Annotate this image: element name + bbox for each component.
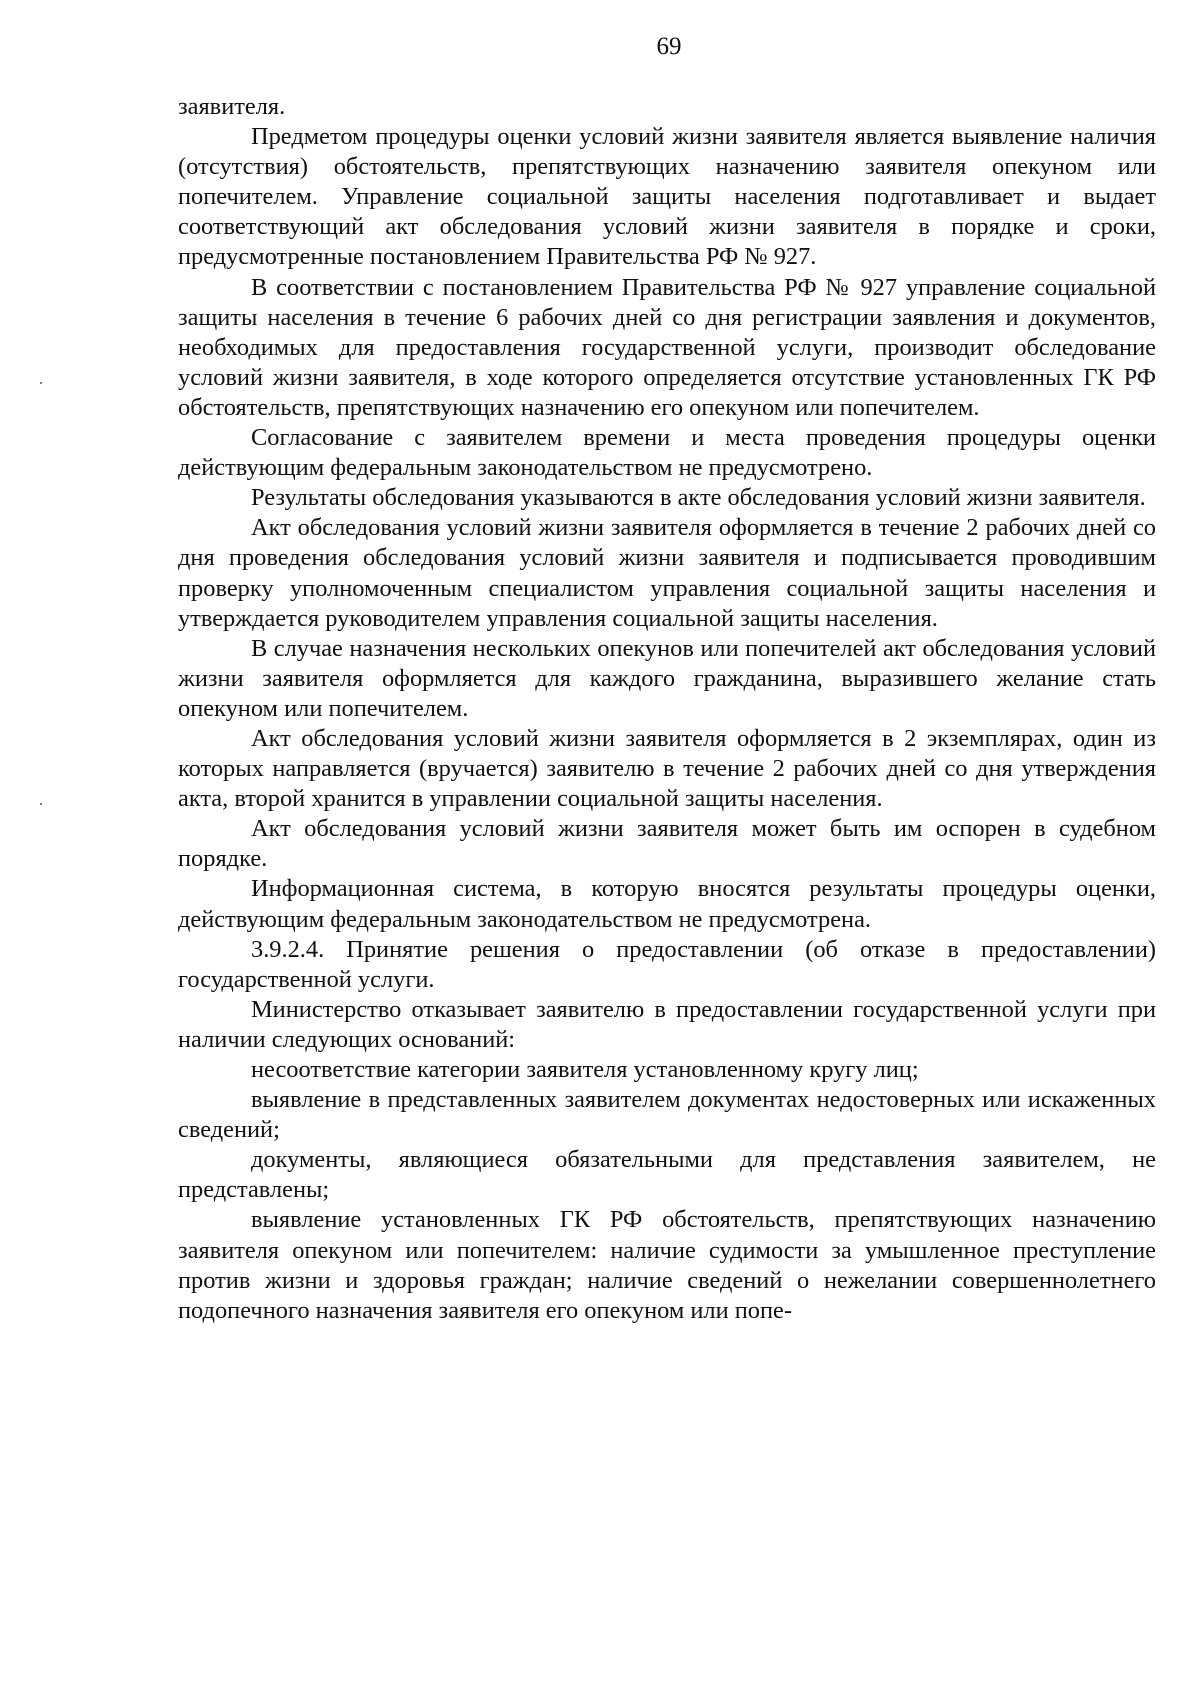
list-item: документы, являющиеся обязательными для представления заявителем, не представлены; [178, 1146, 1156, 1204]
page-number: 69 [656, 33, 682, 60]
paragraph: заявителя. [178, 93, 286, 120]
list-item: выявление в представленных заявителем документах недостоверных или искаженных сведений; [178, 1086, 1156, 1144]
list-item: выявление установленных ГК РФ обстоятельств, препятствующих назначению заявителя опекуном или попечителем: наличие судимости за умышленное преступление против жизни и здоровья граждан; наличие сведений о нежелании совершеннолетнего подопечного назначения заявителя его опекуном или попе- [178, 1206, 1156, 1324]
list-item: несоответствие категории заявителя установленному кругу лиц; [251, 1056, 919, 1083]
paragraph: Предметом процедуры оценки условий жизни заявителя является выявление наличия (отсутствия) обстоятельств, препятствующих назначению заявителя опекуном или попечителем. Управление социальной защиты населения подготавливает и выдает соответствующий акт обследования условий жизни заявителя в порядке и сроки, предусмотренные постановлением Правительства РФ № 927. [178, 123, 1156, 271]
paragraph: В случае назначения нескольких опекунов или попечителей акт обследования условий жизни заявителя оформляется для каждого гражданина, выразившего желание стать опекуном или попечителем. [178, 634, 1156, 722]
paragraph: В соответствии с постановлением Правительства РФ № 927 управление социальной защиты населения в течение 6 рабочих дней со дня регистрации заявления и документов, необходимых для предоставления государственной услуги, производит обследование условий жизни заявителя, в ходе которого определяется отсутствие установленных ГК РФ обстоятельств, препятствующих назначению его опекуном или попечителем. [178, 273, 1156, 421]
scan-speck [40, 803, 42, 805]
paragraph: Согласование с заявителем времени и места проведения процедуры оценки действующим федеральным законодательством не предусмотрено. [178, 424, 1156, 482]
paragraph: Результаты обследования указываются в акте обследования условий жизни заявителя. [251, 484, 1146, 512]
paragraph: Акт обследования условий жизни заявителя оформляется в 2 экземплярах, один из которых направляется (вручается) заявителю в течение 2 рабочих дней со дня утверждения акта, второй хранится в управлении социальной защиты населения. [178, 724, 1156, 813]
paragraph: Акт обследования условий жизни заявителя оформляется в течение 2 рабочих дней со дня проведения обследования условий жизни заявителя и подписывается проводившим проверку уполномоченным специалистом управления социальной защиты населения и утверждается руководителем управления социальной защиты населения. [178, 514, 1156, 632]
section-heading-paragraph: 3.9.2.4. Принятие решения о предоставлении (об отказе в предоставлении) государственной услуги. [178, 935, 1156, 993]
paragraph: Акт обследования условий жизни заявителя может быть им оспорен в судебном порядке. [178, 815, 1156, 873]
paragraph: Информационная система, в которую вносятся результаты процедуры оценки, действующим федеральным законодательством не предусмотрена. [178, 875, 1156, 933]
body-text [178, 92, 1156, 1326]
scan-speck [40, 382, 42, 384]
paragraph: Министерство отказывает заявителю в предоставлении государственной услуги при наличии следующих оснований: [178, 995, 1156, 1053]
